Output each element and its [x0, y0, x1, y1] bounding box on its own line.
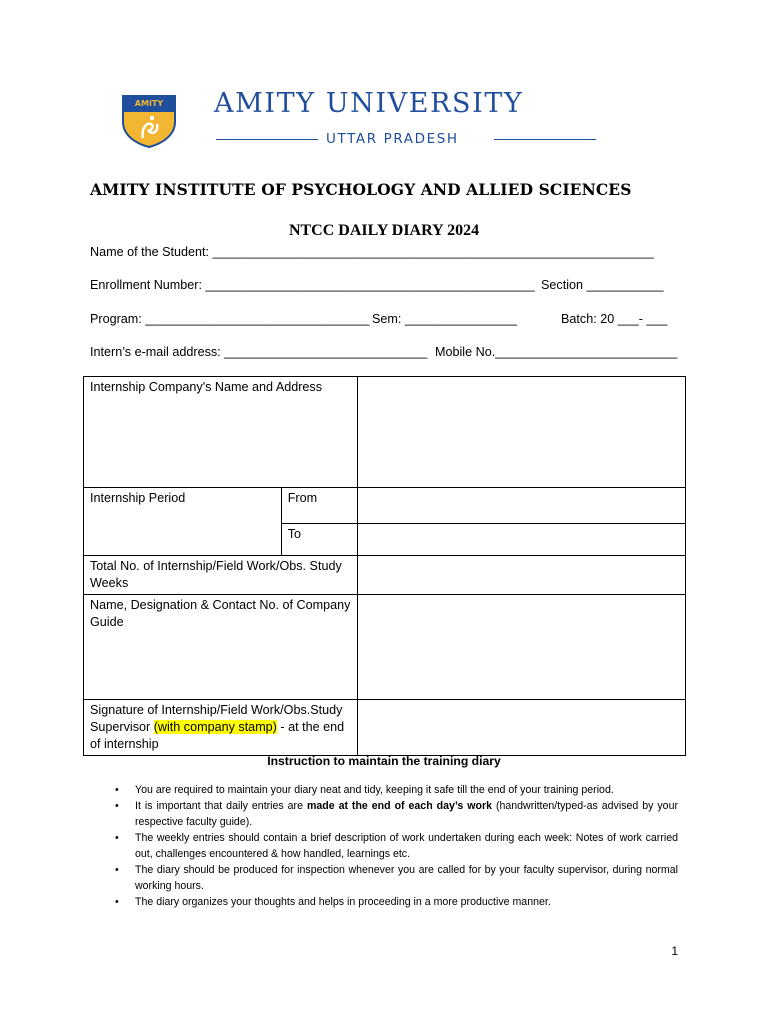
bullet-icon: • — [115, 896, 119, 908]
instruction-text: You are required to maintain your diary neat and tidy, keeping it safe till the end of your training period. — [135, 784, 614, 796]
company-label: Internship Company's Name and Address — [84, 377, 358, 488]
instruction-text: (handwritten/typed-as advised by your respective faculty guide). — [135, 800, 678, 828]
bullet-icon: • — [115, 832, 119, 844]
mobile-field[interactable]: Mobile No.__________________________ — [435, 345, 678, 359]
instruction-bold-text: made at the end of each day’s work — [306, 800, 492, 812]
signature-label-pre: Signature of Internship/Field Work/Obs.Study Supervisor — [90, 703, 343, 734]
weeks-label: Total No. of Internship/Field Work/Obs. Study Weeks — [84, 556, 358, 595]
table-row — [84, 556, 686, 595]
guide-label: Name, Designation & Contact No. of Company Guide — [84, 595, 358, 700]
weeks-value-cell[interactable] — [357, 556, 685, 595]
list-item — [113, 782, 678, 798]
table-row — [84, 377, 686, 488]
campus-name: UTTAR PRADESH — [326, 131, 459, 147]
list-item — [113, 894, 678, 910]
bullet-icon: • — [115, 784, 119, 796]
logo-text: AMITY — [134, 99, 164, 108]
table-row — [84, 595, 686, 700]
campus-rule-left — [216, 139, 318, 140]
institute-name: AMITY INSTITUTE OF PSYCHOLOGY AND ALLIED SCIENCES — [90, 180, 632, 199]
instruction-text: The weekly entries should contain a brief description of work undertaken during each week: Notes of work carried out, challenges encountered & how handled, learnings etc. — [135, 832, 678, 860]
signature-value-cell[interactable] — [357, 700, 685, 756]
bullet-icon: • — [115, 800, 119, 812]
instructions-list — [113, 782, 678, 910]
email-field[interactable]: Intern’s e-mail address: _____________________________ — [90, 345, 428, 359]
student-name-field[interactable]: Name of the Student: _______________________________________________________________ — [90, 245, 654, 259]
instruction-text: It is important that daily entries are — [135, 800, 307, 812]
from-label: From — [281, 488, 357, 524]
bullet-icon: • — [115, 864, 119, 876]
section-field[interactable]: Section ___________ — [541, 278, 664, 292]
signature-label — [84, 700, 358, 756]
instructions-title: Instruction to maintain the training diary — [267, 754, 501, 768]
campus-rule-right — [494, 139, 596, 140]
signature-highlight: (with company stamp) — [153, 720, 277, 734]
internship-details-table — [83, 376, 686, 756]
enrollment-field[interactable]: Enrollment Number: _______________________________________________ — [90, 278, 535, 292]
table-row — [84, 488, 686, 524]
program-field[interactable]: Program: ________________________________ — [90, 312, 370, 326]
amity-logo — [121, 94, 177, 148]
company-value-cell[interactable] — [357, 377, 685, 488]
table-row — [84, 700, 686, 756]
signature-label-post: - at the end of internship — [90, 720, 345, 751]
to-label: To — [281, 524, 357, 556]
guide-value-cell[interactable] — [357, 595, 685, 700]
from-value-cell[interactable] — [357, 488, 685, 524]
list-item — [113, 830, 678, 862]
university-name: AMITY UNIVERSITY — [214, 88, 524, 119]
period-label: Internship Period — [84, 488, 282, 556]
to-value-cell[interactable] — [357, 524, 685, 556]
page-number: 1 — [671, 944, 678, 958]
instruction-text: The diary organizes your thoughts and helps in proceeding in a more productive manner. — [135, 896, 551, 908]
instruction-text: The diary should be produced for inspection whenever you are called for by your faculty supervisor, during normal working hours. — [135, 864, 678, 892]
list-item — [113, 798, 678, 830]
batch-field[interactable]: Batch: 20 ___- ___ — [561, 312, 668, 326]
sem-field[interactable]: Sem: ________________ — [372, 312, 517, 326]
diary-title: NTCC DAILY DIARY 2024 — [288, 222, 480, 239]
list-item — [113, 862, 678, 894]
